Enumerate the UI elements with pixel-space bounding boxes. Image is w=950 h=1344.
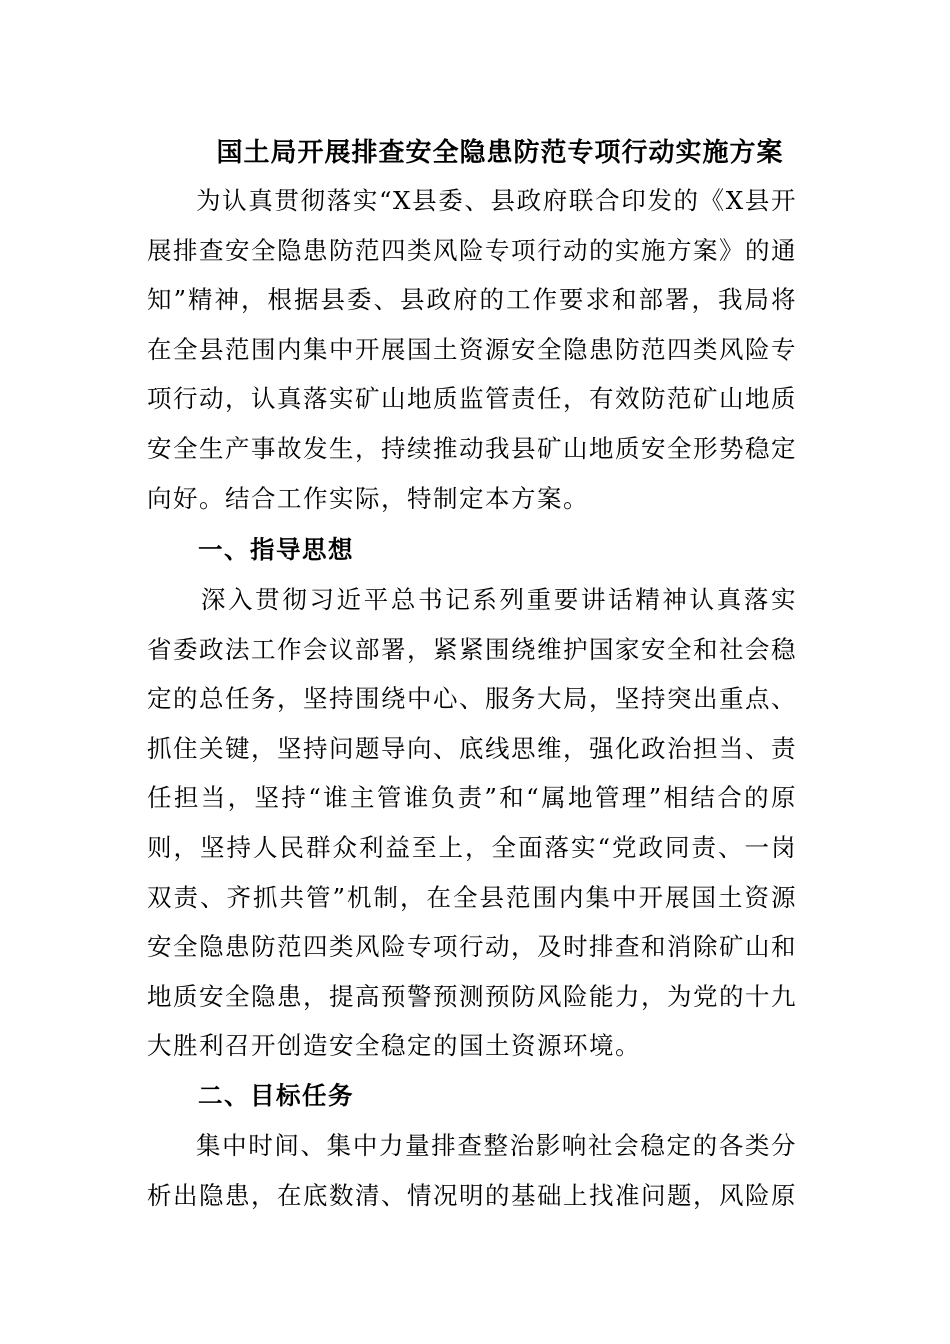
section-heading-guiding-ideology: 一、指导思想 bbox=[198, 535, 354, 564]
intro-paragraph: 为认真贯彻落实“X县委、县政府联合印发的《X县开展排查安全隐患防范四类风险专项行动的实施方案》的通知”精神，根据县委、县政府的工作要求和部署，我局将在全县范围内集中开展国土资源安全隐患防范四类风险专项行动，认真落实矿山地质监管责任，有效防范矿山地质安全生产事故发生，持续推动我县矿山地质安全形势稳定向好。结合工作实际，特制定本方案。 bbox=[147, 186, 797, 513]
guiding-ideology-paragraph: 深入贯彻习近平总书记系列重要讲话精神认真落实省委政法工作会议部署，紧紧围绕维护国家安全和社会稳定的总任务，坚持围绕中心、服务大局，坚持突出重点、抓住关键，坚持问题导向、底线思维，强化政治担当、责任担当，坚持“谁主管谁负责”和“属地管理”相结合的原则，坚持人民群众利益至上，全面落实“党政同责、一岗双责、齐抓共管”机制，在全县范围内集中开展国土资源安全隐患防范四类风险专项行动，及时排查和消除矿山和地质安全隐患，提高预警预测预防风险能力，为党的十九大胜利召开创造安全稳定的国土资源环境。 bbox=[147, 585, 797, 1061]
goals-tasks-paragraph: 集中时间、集中力量排查整治影响社会稳定的各类分析出隐患，在底数清、情况明的基础上找准问题，风险原 bbox=[147, 1131, 797, 1210]
section-heading-goals-tasks: 二、目标任务 bbox=[198, 1081, 354, 1110]
document-title: 国土局开展排查安全隐患防范专项行动实施方案 bbox=[216, 138, 784, 168]
